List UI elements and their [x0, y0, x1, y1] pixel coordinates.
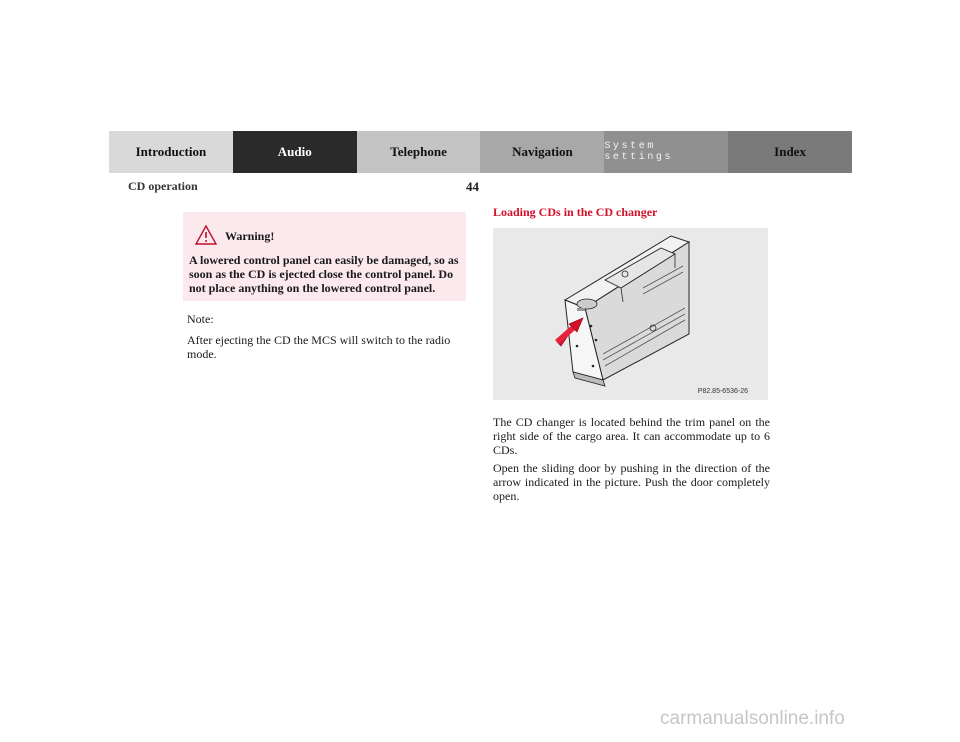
- warning-triangle-icon: [195, 225, 217, 245]
- tab-system-settings[interactable]: System settings: [604, 131, 728, 173]
- loading-cds-heading: Loading CDs in the CD changer: [493, 205, 658, 219]
- note-label: Note:: [187, 312, 214, 326]
- tab-bar: [109, 131, 852, 173]
- cd-changer-location-text: The CD changer is located behind the trim panel on the right side of the cargo area. It can accommodate up to 6 CDs.: [493, 415, 770, 457]
- tab-audio[interactable]: Audio: [233, 131, 357, 173]
- tab-navigation[interactable]: Navigation: [480, 131, 604, 173]
- sliding-door-text: Open the sliding door by pushing in the direction of the arrow indicated in the picture. Push the door completely open.: [493, 461, 770, 503]
- figure-code: P82.85-6536-26: [697, 388, 748, 395]
- cd-changer-figure: [493, 228, 768, 400]
- section-title: CD operation: [128, 179, 198, 193]
- warning-text: A lowered control panel can easily be damaged, so as soon as the CD is ejected close the control panel. Do not place anything on the lowered control panel.: [189, 253, 459, 295]
- tab-telephone[interactable]: Telephone: [357, 131, 481, 173]
- tab-introduction[interactable]: Introduction: [109, 131, 233, 173]
- warning-box: [183, 212, 466, 301]
- watermark: carmanualsonline.info: [660, 708, 845, 729]
- cd-changer-illustration: [493, 228, 768, 400]
- warning-title: Warning!: [225, 229, 275, 243]
- note-text: After ejecting the CD the MCS will switch to the radio mode.: [187, 333, 451, 361]
- tab-index[interactable]: Index: [728, 131, 852, 173]
- page-number: 44: [466, 179, 479, 194]
